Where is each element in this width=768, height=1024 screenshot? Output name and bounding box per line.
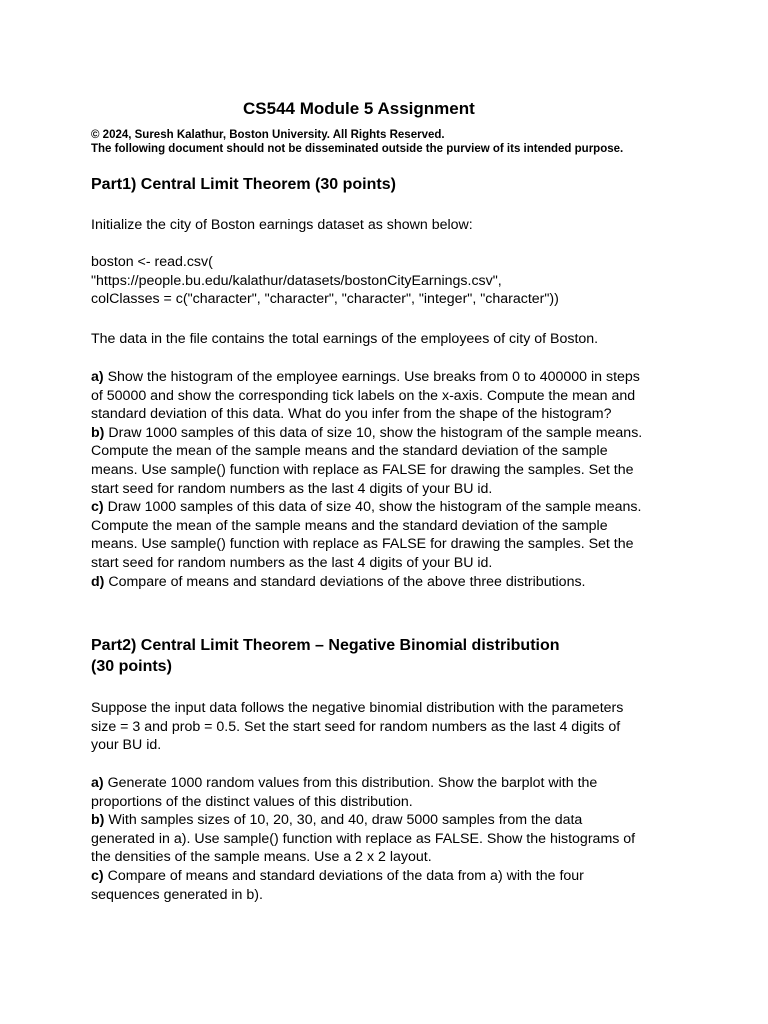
part2-intro <box>91 699 691 755</box>
code-line: boston <- read.csv( <box>91 254 213 270</box>
copyright-notice <box>91 128 623 156</box>
part2-intro-line: size = 3 and prob = 0.5. Set the start seed for random numbers as the last 4 digits of <box>91 718 621 735</box>
part2-heading-line: Part2) Central Limit Theorem – Negative Binomial distribution <box>91 637 560 654</box>
question-d-label: d) <box>91 573 105 590</box>
question-c-line: start seed for random numbers as the last 4 digits of your BU id. <box>91 554 493 571</box>
part2-intro-line: Suppose the input data follows the negative binomial distribution with the parameters <box>91 700 624 716</box>
question-d-line: d) Compare of means and standard deviations of the above three distributions. <box>91 573 586 590</box>
copyright-line: © 2024, Suresh Kalathur, Boston University. All Rights Reserved. <box>91 129 445 141</box>
part1-intro <box>91 216 691 235</box>
question-c-label: c) <box>91 867 104 884</box>
question-b-line: b) With samples sizes of 10, 20, 30, and 40, draw 5000 samples from the data <box>91 812 583 829</box>
part1-intro-text: Initialize the city of Boston earnings dataset as shown below: <box>91 217 473 233</box>
question-b-line: generated in a). Use sample() function with replace as FALSE. Show the histograms of <box>91 830 636 847</box>
question-c-line: means. Use sample() function with replace as FALSE for drawing the samples. Set the <box>91 536 634 553</box>
part1-code-block <box>91 253 691 309</box>
question-a-label: a) <box>91 775 104 791</box>
part1-heading: Part1) Central Limit Theorem (30 points) <box>91 176 396 193</box>
question-b-line: start seed for random numbers as the last 4 digits of your BU id. <box>91 480 493 497</box>
question-c-label: c) <box>91 499 104 516</box>
part2-questions <box>91 774 691 904</box>
question-c-line: c) Compare of means and standard deviations of the data from a) with the four <box>91 867 584 884</box>
question-b-line: the densities of the sample means. Use a 2 x 2 layout. <box>91 849 432 866</box>
question-b-line: means. Use sample() function with replace as FALSE for drawing the samples. Set the <box>91 461 634 478</box>
document-title: CS544 Module 5 Assignment <box>243 99 475 118</box>
question-c-line: Compute the mean of the sample means and the standard deviation of the sample <box>91 517 608 534</box>
question-c-line: c) Draw 1000 samples of this data of size 40, show the histogram of the sample means. <box>91 499 642 516</box>
question-a-label: a) <box>91 369 104 385</box>
part1-data-note <box>91 330 691 349</box>
question-b-label: b) <box>91 812 105 829</box>
disclaimer-line: The following document should not be disseminated outside the purview of its intended purpose. <box>91 143 624 155</box>
part2-heading <box>91 635 560 677</box>
data-note-text: The data in the file contains the total earnings of the employees of city of Boston. <box>91 331 599 347</box>
part2-intro-line: your BU id. <box>91 737 162 754</box>
question-a-line: standard deviation of this data. What do you infer from the shape of the histogram? <box>91 406 612 423</box>
part1-questions <box>91 368 691 591</box>
question-a-line: of 50000 and show the corresponding tick labels on the x-axis. Compute the mean and <box>91 387 636 404</box>
part2-heading-line: (30 points) <box>91 658 172 675</box>
question-a-line: a) Show the histogram of the employee earnings. Use breaks from 0 to 400000 in steps <box>91 369 640 385</box>
question-a-line: proportions of the distinct values of this distribution. <box>91 793 413 810</box>
question-b-line: b) Draw 1000 samples of this data of size 10, show the histogram of the sample means. <box>91 424 643 441</box>
question-b-label: b) <box>91 424 105 441</box>
question-a-line: a) Generate 1000 random values from this distribution. Show the barplot with the <box>91 775 598 791</box>
question-b-line: Compute the mean of the sample means and the standard deviation of the sample <box>91 443 608 460</box>
code-line: colClasses = c("character", "character", "character", "integer", "character")) <box>91 291 559 308</box>
question-c-line: sequences generated in b). <box>91 886 263 903</box>
code-line: "https://people.bu.edu/kalathur/datasets/bostonCityEarnings.csv", <box>91 272 502 289</box>
